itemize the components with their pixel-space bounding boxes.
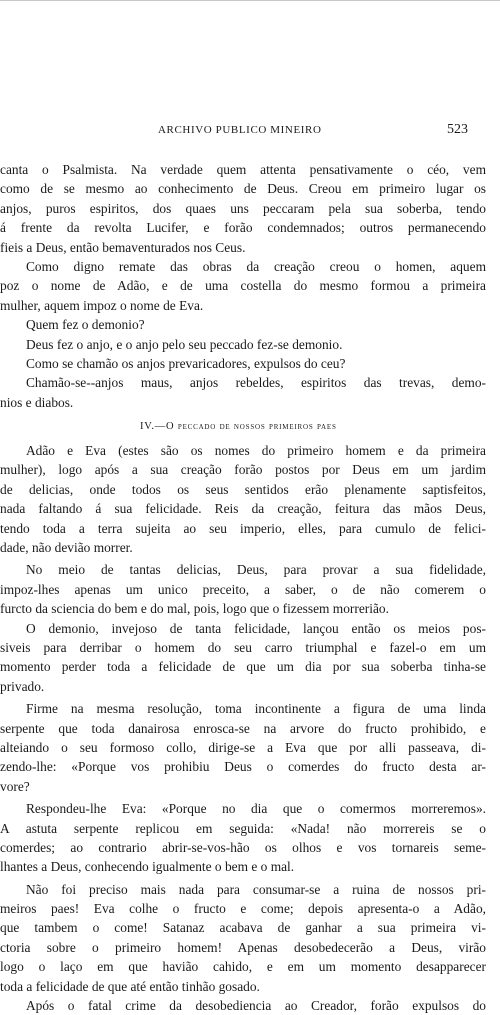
section-title: peccado de nossos primeiros paes	[177, 421, 337, 433]
text-line: zendo-lhe: «Porque vos prohibiu Deus o comerdes do fructo desta ar-	[0, 759, 486, 775]
paragraph	[0, 560, 486, 618]
paragraph	[0, 335, 486, 354]
text-line: Deus fez o anjo, e o anjo pelo seu peccado fez-se demonio.	[26, 336, 343, 352]
text-line: canta o Psalmista. Na verdade quem attenta pensativamente o céo, vem	[0, 162, 486, 177]
text-line: anjos, puros espiritos, dos quaes uns peccaram pela sua soberba, tendo	[0, 200, 486, 216]
text-line: furcto da sciencia do bem e do mal, pois, logo que o fizessem morrerião.	[0, 601, 389, 617]
paragraph	[0, 880, 486, 1015]
top-rule	[0, 0, 500, 6]
paragraph	[0, 441, 486, 557]
text-line: fieis a Deus, então bemaventurados nos Ceus.	[0, 239, 246, 255]
text-line: serpente que toda danairosa enrosca-se na arvore do fructo prohibido, e	[0, 720, 486, 736]
text-line: Não foi preciso mais nada para consumar-se a ruina de nossos pri-	[26, 881, 486, 897]
text-line: logo o laço em que havião cahido, e em um momento desapparecer	[0, 959, 486, 975]
text-line: Chamão-se--anjos maus, anjos rebeldes, espiritos das trevas, demo-	[26, 375, 486, 391]
paragraph	[0, 373, 486, 412]
text-line: lhantes a Deus, conhecendo igualmente o bem e o mal.	[0, 859, 295, 875]
text-line: A astuta serpente replicou em seguida: «Nada! não morrereis se o	[0, 820, 486, 836]
text-line: mulher, aquem impoz o nome de Eva.	[0, 297, 204, 313]
paragraph	[0, 315, 486, 334]
text-line: á frente da revolta Lucifer, e forão condemnados; outros permanecendo	[0, 220, 486, 236]
text-line: Respondeu-lhe Eva: «Porque no dia que o comermos morreremos».	[26, 801, 486, 817]
text-line: Como se chamão os anjos prevaricadores, expulsos do ceu?	[26, 355, 346, 371]
text-line: No meio de tantas delicias, Deus, para provar a sua fidelidade,	[26, 562, 486, 578]
paragraph	[0, 354, 486, 373]
text-line: impoz-lhes apenas um unico preceito, a saber, o de não comerem o	[0, 581, 486, 597]
text-line: siveis para derribar o homem do seu carro triumphal e fazel-o em um	[0, 639, 486, 655]
text-line: comerdes; ao contrario abrir-se-vos-hão os olhos e vos tornareis seme-	[0, 839, 486, 855]
text-line: tendo toda a terra sujeita ao seu imperio, elles, para cumulo de felici-	[0, 520, 486, 536]
text-line: alteiando o seu formoso collo, dirige-se a Eva que por alli passeava, di-	[0, 739, 486, 755]
text-line: ctoria sobre o primeiro homem! Apenas desobedecerão a Deus, virão	[0, 939, 486, 955]
text-line: nada faltando á sua felicidade. Reis da creação, feitura das mãos Deus,	[0, 501, 486, 517]
text-line: toda a felicidade de que até então tinhão gosado.	[0, 978, 260, 994]
text-line: de delicias, onde todos os seus sentidos erão plenamente saptisfeitos,	[0, 481, 486, 497]
text-line: Adão e Eva (estes são os nomes do primeiro homem e da primeira	[26, 443, 486, 459]
page-header	[0, 124, 500, 144]
paragraph	[0, 160, 486, 257]
page-number: 523	[447, 122, 468, 137]
text-line: mulher), logo após a sua creação forão postos por Deus em um jardim	[0, 462, 486, 478]
paragraph	[0, 799, 486, 877]
text-line: privado.	[0, 678, 45, 694]
section-numeral: IV.—O	[140, 421, 175, 433]
paragraph	[0, 699, 486, 796]
text-line: nios e diabos.	[0, 394, 74, 410]
text-line: como de se mesmo ao conhecimento de Deus. Creou em primeiro lugar os	[0, 181, 486, 197]
text-column	[0, 160, 486, 1015]
text-line: Firme na mesma resolução, toma incontinente a figura de uma linda	[26, 701, 486, 717]
section-heading	[0, 416, 486, 438]
paragraph	[0, 619, 486, 697]
text-line: que tambem o come! Satanaz acabava de ganhar a sua primeira vi-	[0, 920, 486, 936]
text-line: dade, não devião morrer.	[0, 540, 133, 556]
text-line: Após o fatal crime da desobediencia ao Creador, forão expulsos do	[26, 998, 486, 1014]
text-line: Quem fez o demonio?	[26, 317, 145, 333]
text-line: O demonio, invejoso de tanta felicidade, lançou então os meios pos-	[26, 620, 486, 636]
running-head: ARCHIVO PUBLICO MINEIRO	[158, 124, 322, 136]
text-line: momento perder toda a felicidade de que um dia por sua soberba tinha-se	[0, 659, 486, 675]
text-line: vore?	[0, 778, 30, 794]
text-line: meiros paes! Eva colhe o fructo e come; depois apresenta-o a Adão,	[0, 901, 486, 917]
paragraph	[0, 257, 486, 315]
text-line: Como digno remate das obras da creação creou o homen, aquem	[26, 258, 486, 274]
text-line: poz o nome de Adão, e de uma costella do mesmo formou a primeira	[0, 278, 486, 294]
